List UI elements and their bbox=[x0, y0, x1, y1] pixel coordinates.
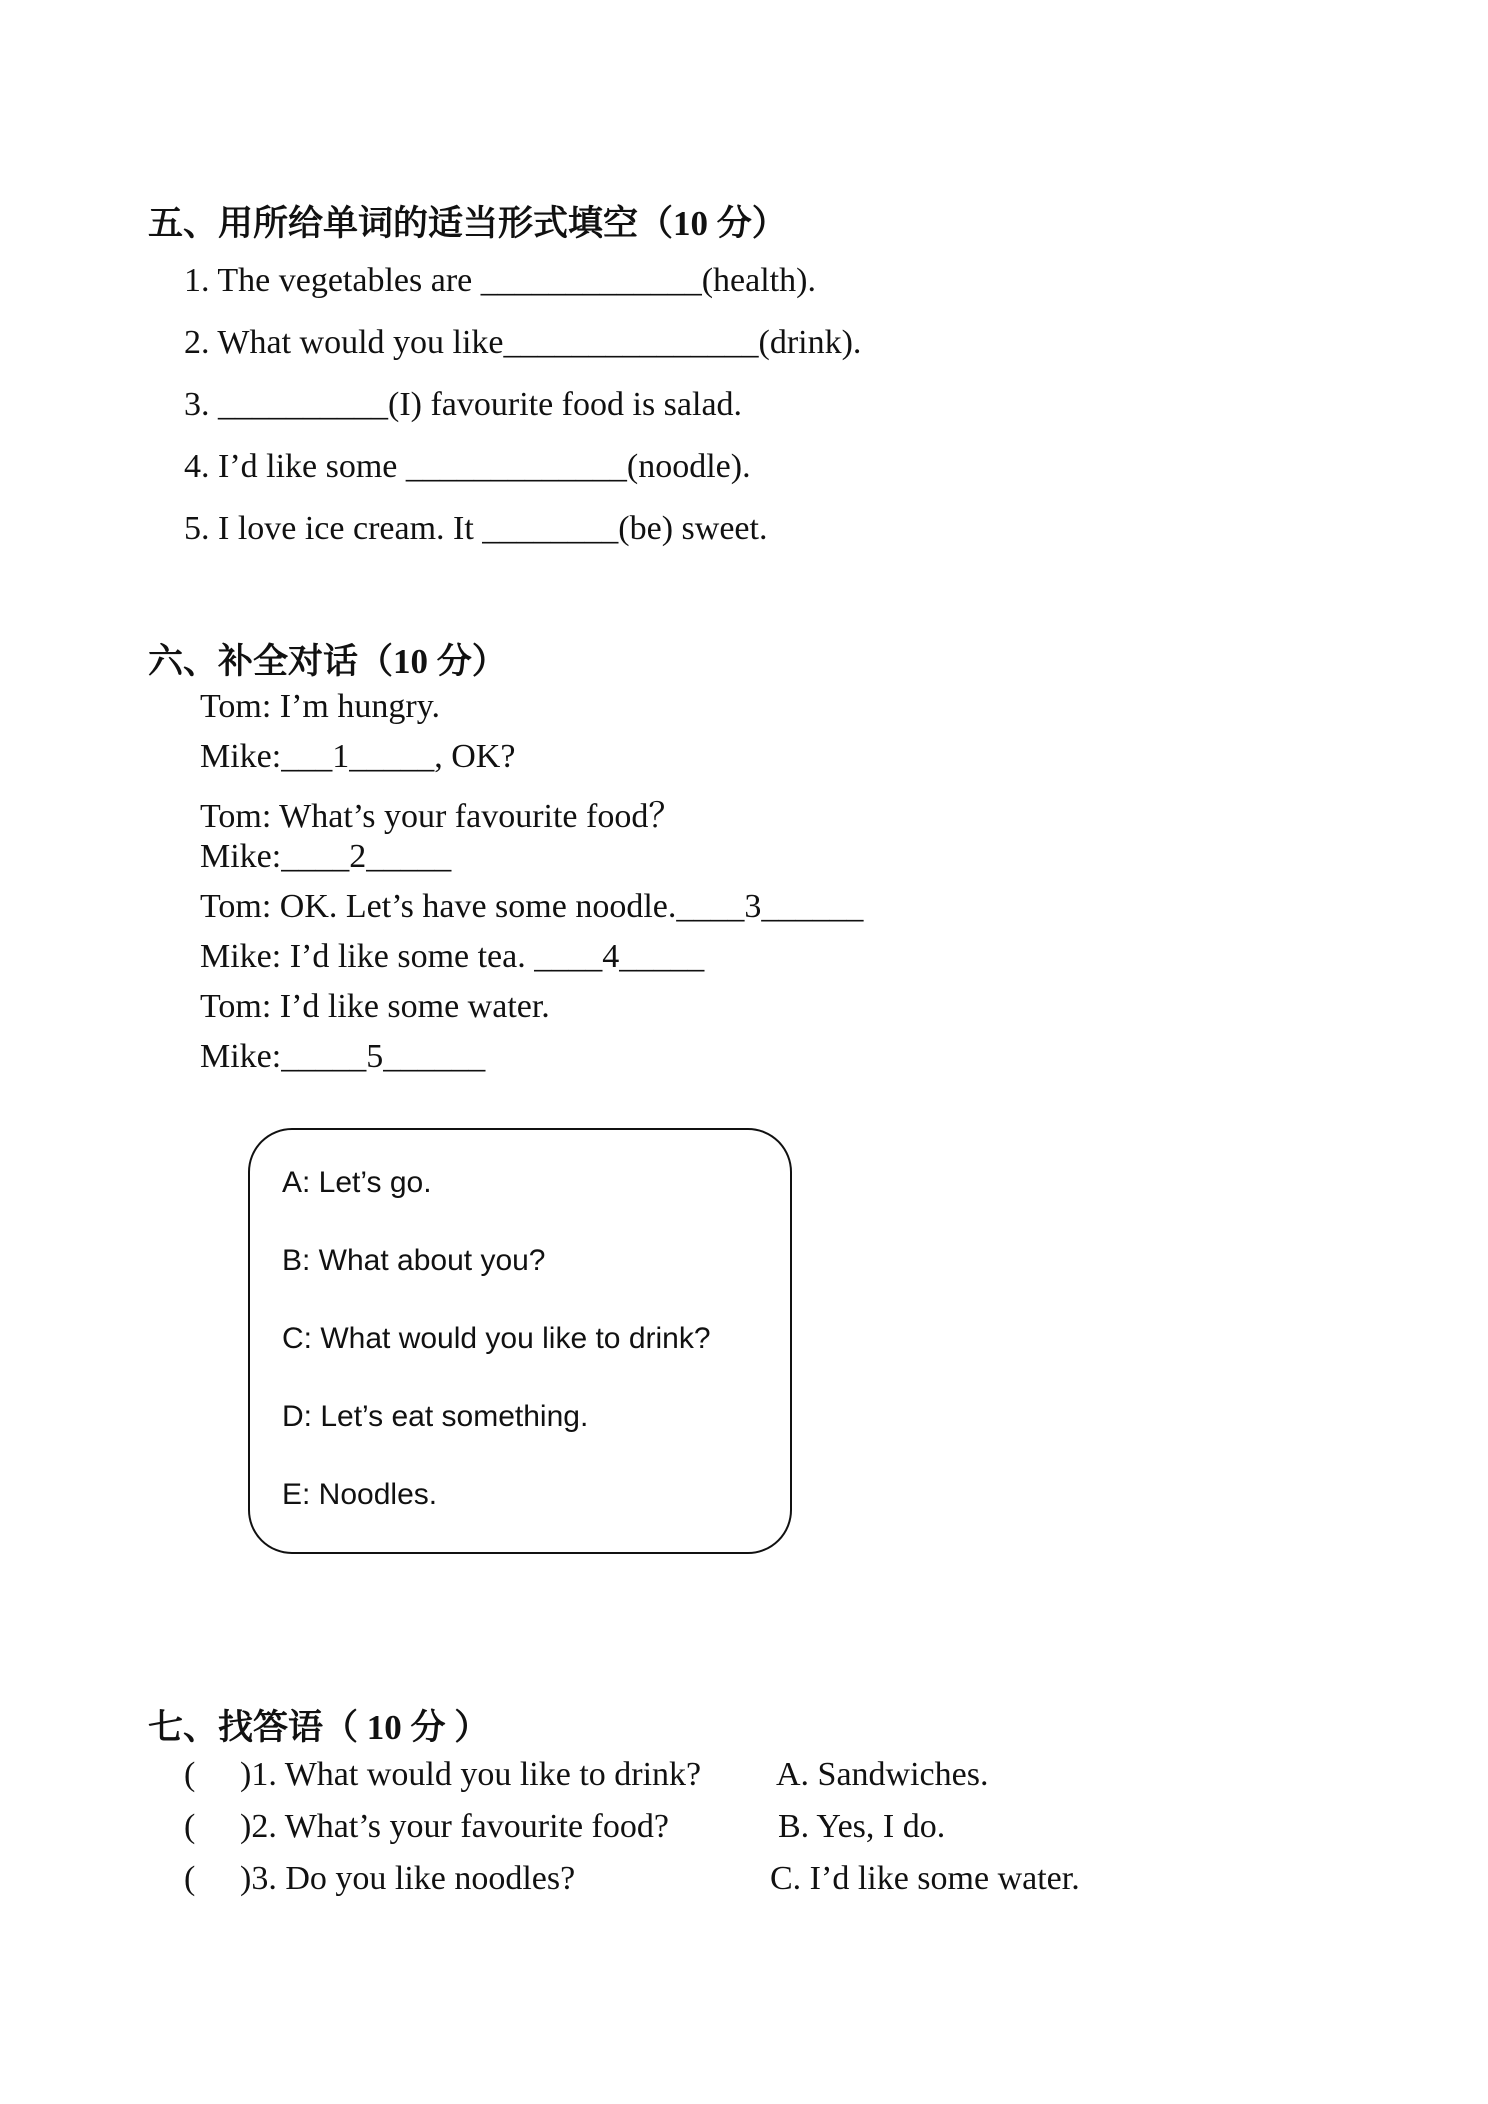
question-text: )1. What would you like to drink? bbox=[240, 1756, 702, 1793]
answer-paren: ( bbox=[184, 1808, 196, 1845]
dialogue-line-1: Tom: I’m hungry. bbox=[200, 688, 440, 725]
dialogue-line-2: Mike:___1_____, OK? bbox=[200, 738, 516, 775]
dialogue-line-4: Mike:____2_____ bbox=[200, 838, 452, 875]
dialogue-line-7: Tom: I’d like some water. bbox=[200, 988, 550, 1025]
dialogue-line-3: Tom: What’s your favourite food？ bbox=[200, 798, 683, 835]
fill-blank-item-5: 5. I love ice cream. It ________(be) sweet. bbox=[184, 510, 768, 547]
option-b: B: What about you? bbox=[282, 1244, 546, 1277]
question-text: )3. Do you like noodles? bbox=[240, 1860, 576, 1897]
match-question-2 bbox=[184, 1808, 669, 1846]
match-question-3 bbox=[184, 1860, 575, 1898]
match-answer-b: B. Yes, I do. bbox=[778, 1808, 946, 1845]
section-7-title: 七、找答语（ 10 分 ） bbox=[148, 1708, 490, 1747]
options-box bbox=[248, 1128, 792, 1554]
dialogue-line-5: Tom: OK. Let’s have some noodle.____3______ bbox=[200, 888, 864, 925]
match-question-1 bbox=[184, 1756, 701, 1794]
match-answer-a: A. Sandwiches. bbox=[776, 1756, 989, 1793]
fill-blank-item-2: 2. What would you like_______________(drink). bbox=[184, 324, 862, 361]
fill-blank-item-1: 1. The vegetables are _____________(health). bbox=[184, 262, 816, 299]
fill-blank-item-3: 3. __________(I) favourite food is salad. bbox=[184, 386, 743, 423]
match-answer-c: C. I’d like some water. bbox=[770, 1860, 1080, 1897]
dialogue-line-8: Mike:_____5______ bbox=[200, 1038, 486, 1075]
answer-paren: ( bbox=[184, 1756, 196, 1793]
answer-paren: ( bbox=[184, 1860, 196, 1897]
fill-blank-item-4: 4. I’d like some _____________(noodle). bbox=[184, 448, 751, 485]
option-e: E: Noodles. bbox=[282, 1478, 438, 1511]
section-5-title: 五、用所给单词的适当形式填空（10 分） bbox=[148, 204, 787, 243]
option-c: C: What would you like to drink? bbox=[282, 1322, 711, 1355]
question-text: )2. What’s your favourite food? bbox=[240, 1808, 669, 1845]
dialogue-line-6: Mike: I’d like some tea. ____4_____ bbox=[200, 938, 705, 975]
option-a: A: Let’s go. bbox=[282, 1166, 432, 1199]
option-d: D: Let’s eat something. bbox=[282, 1400, 589, 1433]
section-6-title: 六、补全对话（10 分） bbox=[148, 642, 507, 681]
